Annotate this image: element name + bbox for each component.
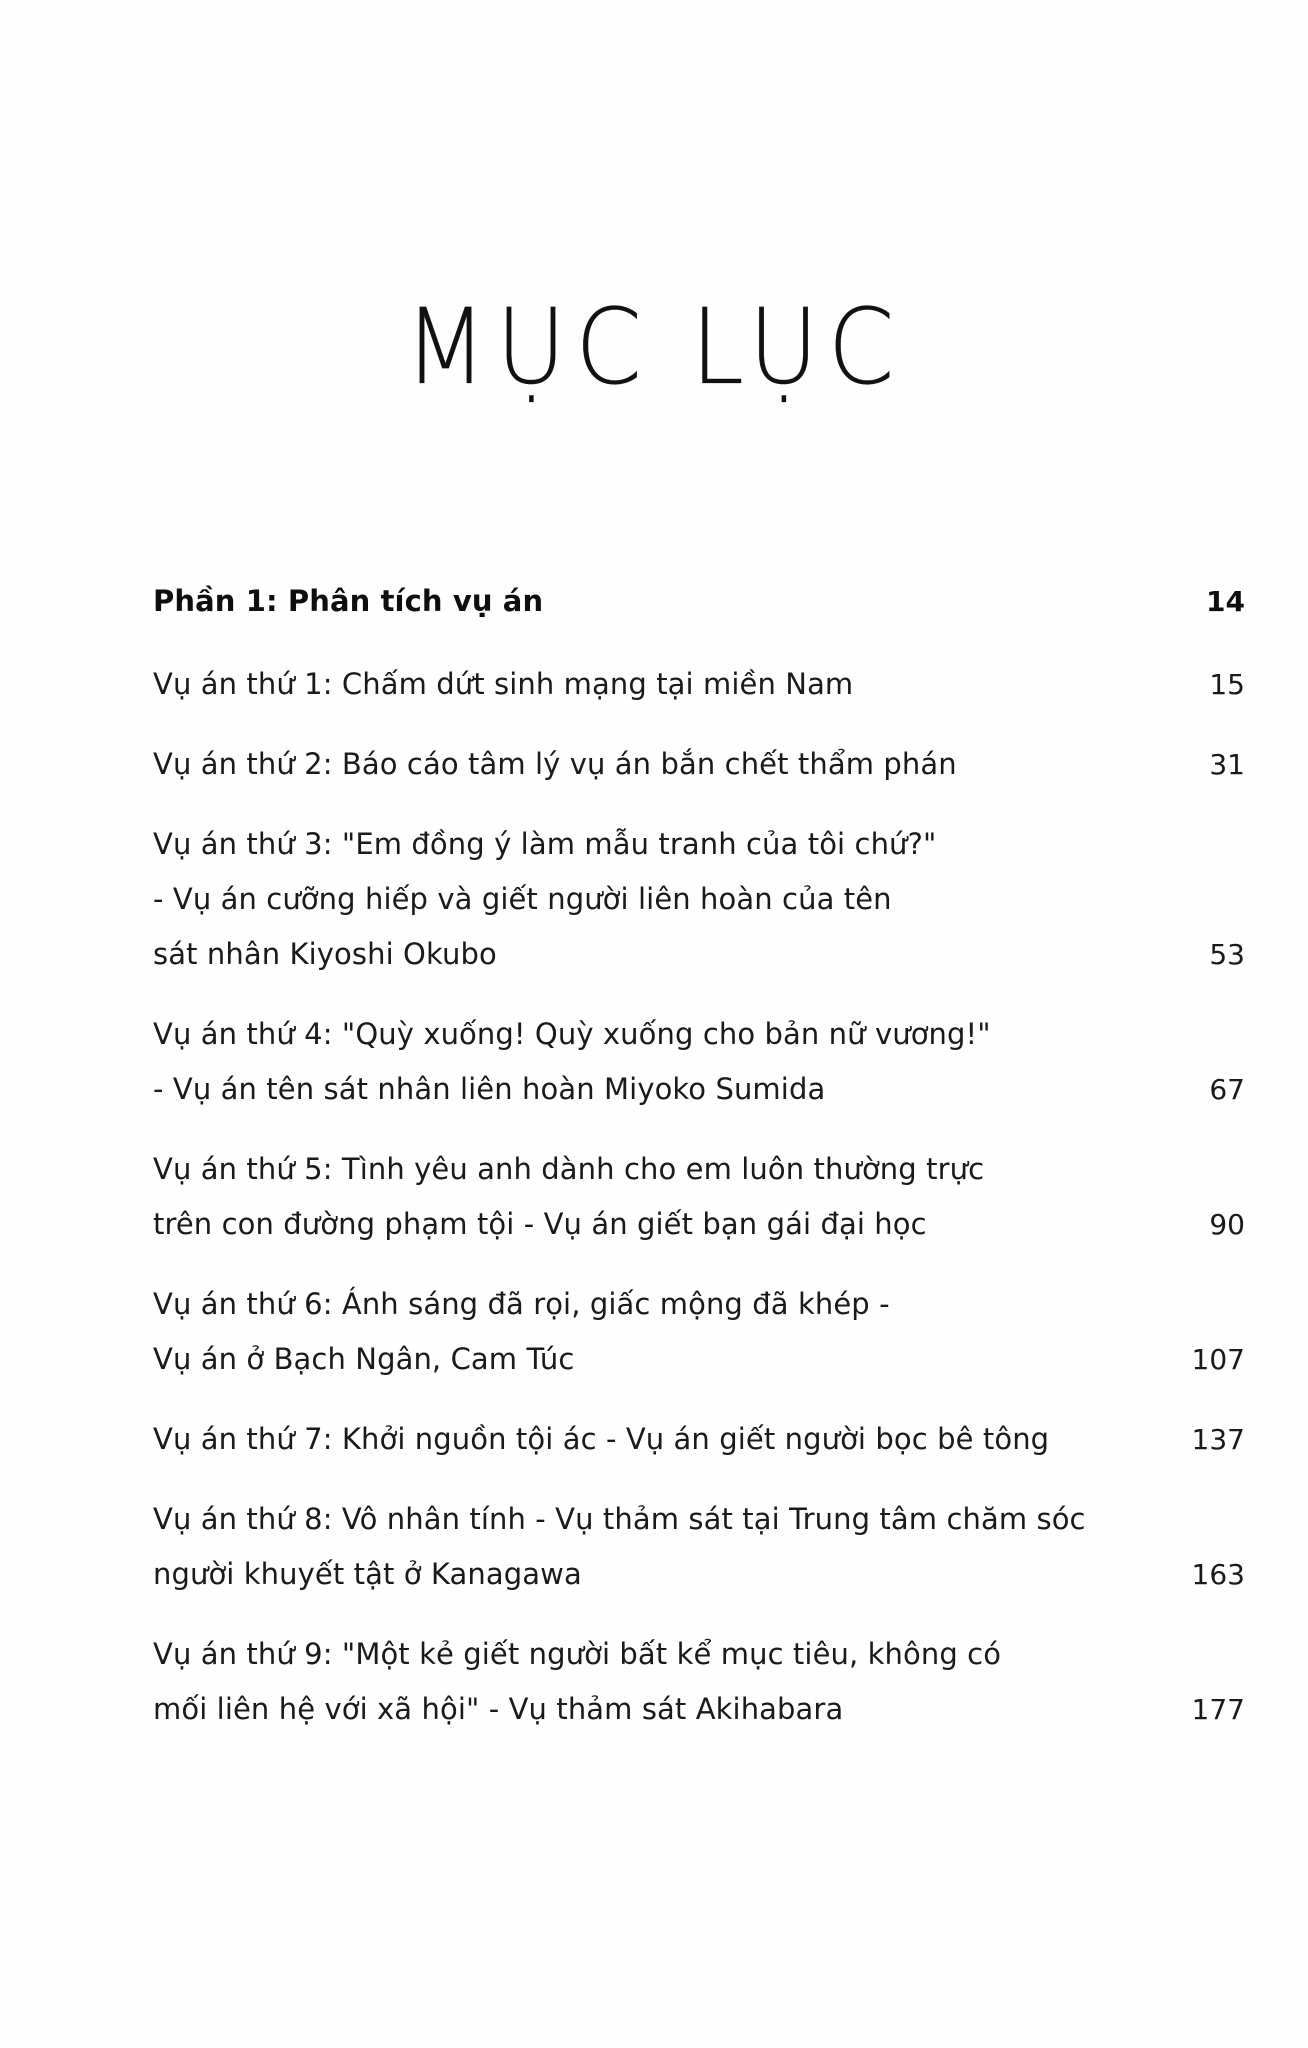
page-number: 31 bbox=[1209, 748, 1245, 781]
toc-entry-5 bbox=[153, 1142, 1245, 1252]
page-number: 53 bbox=[1209, 938, 1245, 971]
entry-title bbox=[153, 1627, 1001, 1737]
table-of-contents bbox=[153, 574, 1245, 1762]
entry-title bbox=[153, 1007, 991, 1117]
entry-line: Vụ án thứ 9: "Một kẻ giết người bất kể mục tiêu, không có bbox=[153, 1637, 1002, 1671]
entry-line: Vụ án thứ 6: Ánh sáng đã rọi, giấc mộng đã khép - bbox=[153, 1287, 890, 1321]
toc-entry-6 bbox=[153, 1277, 1245, 1387]
page-number: 90 bbox=[1209, 1208, 1245, 1241]
entry-line: Vụ án thứ 2: Báo cáo tâm lý vụ án bắn chết thẩm phán bbox=[153, 747, 957, 781]
entry-line: Vụ án thứ 1: Chấm dứt sinh mạng tại miền Nam bbox=[153, 667, 854, 701]
entry-title bbox=[153, 574, 543, 629]
entry-line: - Vụ án tên sát nhân liên hoàn Miyoko Sumida bbox=[153, 1072, 826, 1106]
toc-part-heading bbox=[153, 574, 1245, 629]
toc-entry-9 bbox=[153, 1627, 1245, 1737]
entry-line: Vụ án thứ 7: Khởi nguồn tội ác - Vụ án giết người bọc bê tông bbox=[153, 1422, 1050, 1456]
page-title: MỤC LỤC bbox=[404, 286, 904, 408]
toc-entry-8 bbox=[153, 1492, 1245, 1602]
entry-line: - Vụ án cưỡng hiếp và giết người liên hoàn của tên bbox=[153, 882, 892, 916]
toc-entry-2 bbox=[153, 737, 1245, 792]
entry-title bbox=[153, 1142, 984, 1252]
toc-entry-7 bbox=[153, 1412, 1245, 1467]
toc-entry-4 bbox=[153, 1007, 1245, 1117]
entry-line: Vụ án ở Bạch Ngân, Cam Túc bbox=[153, 1342, 575, 1376]
entry-line: mối liên hệ với xã hội" - Vụ thảm sát Akihabara bbox=[153, 1692, 844, 1726]
toc-entry-3 bbox=[153, 817, 1245, 982]
entry-title bbox=[153, 1412, 1049, 1467]
entry-line: Vụ án thứ 8: Vô nhân tính - Vụ thảm sát tại Trung tâm chăm sóc bbox=[153, 1502, 1086, 1536]
toc-entry-1 bbox=[153, 657, 1245, 712]
entry-title bbox=[153, 1492, 1086, 1602]
page-number: 107 bbox=[1191, 1343, 1245, 1376]
entry-line: Vụ án thứ 5: Tình yêu anh dành cho em luôn thường trực bbox=[153, 1152, 985, 1186]
entry-title bbox=[153, 737, 957, 792]
page-number: 67 bbox=[1209, 1073, 1245, 1106]
entry-line: Vụ án thứ 3: "Em đồng ý làm mẫu tranh của tôi chứ?" bbox=[153, 827, 937, 861]
page-number: 14 bbox=[1206, 585, 1245, 618]
entry-title bbox=[153, 657, 853, 712]
entry-line: Phần 1: Phân tích vụ án bbox=[153, 584, 544, 618]
entry-line: trên con đường phạm tội - Vụ án giết bạn gái đại học bbox=[153, 1207, 927, 1241]
entry-title bbox=[153, 1277, 890, 1387]
entry-line: sát nhân Kiyoshi Okubo bbox=[153, 937, 497, 971]
page-number: 177 bbox=[1191, 1693, 1245, 1726]
entry-line: người khuyết tật ở Kanagawa bbox=[153, 1557, 582, 1591]
entry-line: Vụ án thứ 4: "Quỳ xuống! Quỳ xuống cho bản nữ vương!" bbox=[153, 1017, 991, 1051]
page-number: 163 bbox=[1191, 1558, 1245, 1591]
page-number: 15 bbox=[1209, 668, 1245, 701]
entry-title bbox=[153, 817, 936, 982]
page-number: 137 bbox=[1191, 1423, 1245, 1456]
